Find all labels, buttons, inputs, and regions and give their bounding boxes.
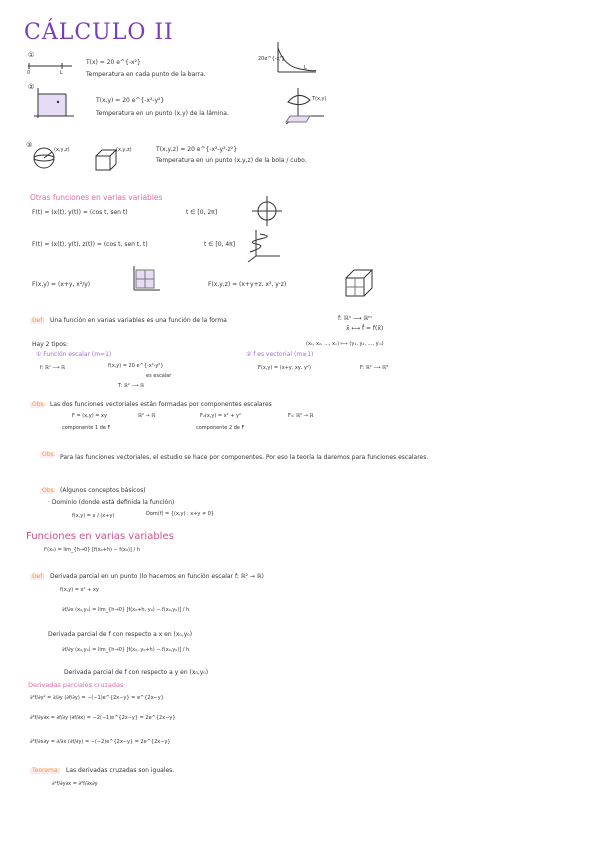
section-1-number: ①: [28, 51, 35, 59]
def2-text: Derivada parcial en un punto (lo hacemos en función escalar f: ℝ² → ℝ): [50, 573, 264, 580]
otras-f4: F(x,y,z) = (x+y+z, x², y·z): [208, 281, 287, 288]
def1-map2: x̄ ⟼ f̄ = f(x̄): [346, 325, 384, 332]
cruzadas-eq2: ∂²f/∂y∂x = ∂f/∂y (∂f/∂x) = −2(−1)e^{2x−y} = 2e^{2x−y}: [30, 715, 176, 721]
3d-cube-diagram: [340, 266, 380, 302]
teorema-label: Teorema:: [32, 767, 60, 774]
obs1-e: componente 2 de F: [196, 425, 245, 431]
def1-label: Def:: [32, 317, 45, 324]
obs3-bullet: · Dominio (donde está definida la función): [48, 499, 175, 506]
def1-map1: f: ℝⁿ ⟶ ℝᵐ: [338, 315, 372, 322]
obs1-text: Las dos funciones vectoriales están formadas por componentes escalares: [50, 401, 272, 408]
helix-curve: [246, 230, 282, 262]
circle-curve: [250, 196, 284, 226]
tipo1-example: f(x,y) = 20 e^{-x²-y²}: [108, 363, 164, 369]
sec2-desc: Temperatura en un punto (x,y) de la lámina.: [96, 110, 229, 117]
funcs-limit: f'(x₀) = lim_{h→0} [f(x₀+h) − f(x₀)] / h: [44, 547, 140, 553]
sec2-formula: T(x,y) = 20 e^{-x²-y²}: [96, 97, 165, 104]
section-2-number: ②: [28, 83, 35, 91]
otras-f3: F(x,y) = (x+y, x²/y): [32, 281, 91, 288]
tipo2-example: F(x,y) = (x+y, xy, y²): [258, 365, 311, 371]
obs3-label: Obs:: [42, 487, 56, 494]
surface-graph: [284, 86, 326, 126]
def2-dx-text: Derivada parcial de f con respecto a x en (x₀,y₀): [48, 631, 193, 638]
obs3-dom: Dom(f) = {(x,y) : x+y ≠ 0}: [146, 511, 215, 517]
sec1-formula: T(x) = 20 e^{-x²}: [86, 59, 141, 66]
cruzadas-eq1: ∂²f/∂y² = ∂/∂y (∂f/∂y) = −(−1)e^{2x−y} = e^{2x−y}: [30, 695, 164, 701]
tipo2-title: ② f es vectorial (m≥1): [246, 351, 314, 358]
tipo1-note: es escalar: [146, 373, 172, 379]
cube-point-label: (x,y,z): [116, 147, 132, 153]
cruzadas-heading: Derivadas parciales cruzadas: [28, 681, 124, 689]
surface-label: T(x,y): [312, 96, 327, 102]
teorema-eq: ∂²f/∂y∂x = ∂²f/∂x∂y: [52, 781, 98, 787]
def1-text: Una función en varias variables es una función de la forma: [50, 317, 227, 324]
otras-f1-domain: t ∈ [0, 2π]: [186, 209, 218, 216]
obs2-text: Para las funciones vectoriales, el estudio se hace por componentes. Por eso la teoría la daremos para funciones escalares.: [60, 454, 429, 461]
funcs-heading: Funciones en varias variables: [26, 531, 174, 542]
bar-diagram: [26, 60, 74, 76]
grid-plane-diagram: [128, 266, 162, 294]
def2-dfdy: ∂f/∂y (x₀,y₀) = lim_{h→0} [f(x₀, y₀+h) − f(x₀,y₀)] / h: [62, 647, 190, 653]
teorema-text: Las derivadas cruzadas son iguales.: [66, 767, 175, 774]
obs1-d: componente 1 de F: [62, 425, 111, 431]
bar-axis-l: L: [60, 70, 63, 76]
def2-dfdx: ∂f/∂x (x₀,y₀) = lim_{h→0} [f(x₀+h, y₀) − f(x₀,y₀)] / h: [62, 607, 190, 613]
obs1-c: F₃: ℝ² → ℝ: [288, 413, 314, 419]
tipo1-t-map: T: ℝ² ⟶ ℝ: [118, 383, 145, 389]
obs1-a2: ℝ² → ℝ: [138, 413, 156, 419]
obs3-title: (Algunos conceptos básicos): [60, 487, 146, 494]
graph-x-label: L: [304, 65, 307, 71]
page-title: CÁLCULO II: [24, 20, 174, 45]
obs1-b: F₂(x,y) = x² + y²: [200, 413, 241, 419]
graph-y-label: 20e^{-x²}: [258, 56, 285, 62]
bar-axis-zero: 0: [27, 70, 31, 76]
section-3-number: ③: [26, 141, 33, 149]
def2-label: Def:: [32, 573, 45, 580]
obs1-label: Obs:: [32, 401, 46, 408]
plate-diagram: [28, 83, 76, 122]
ball-point-label: (x,y,z): [54, 147, 70, 153]
otras-heading: Otras funciones en varias variables: [30, 193, 163, 202]
def2-f: f(x,y) = x² + xy: [60, 587, 99, 593]
sec3-desc: Temperatura en un punto (x,y,z) de la bola / cubo.: [156, 157, 307, 164]
obs2-label: Obs:: [42, 451, 56, 458]
tipo1-title: ① Función escalar (m=1): [36, 351, 112, 358]
otras-f2-domain: t ∈ [0, 4π]: [204, 241, 236, 248]
obs3-f: f(x,y) = x / (x+y): [72, 513, 115, 519]
tipo1-map: f: ℝⁿ ⟶ ℝ: [40, 365, 66, 371]
sec1-desc: Temperatura en cada punto de la barra.: [86, 71, 206, 78]
def1-map3: (x₁, x₂, ..., xₙ) ⟼ (y₁, y₂, ..., yₘ): [306, 341, 384, 347]
def1-hay: Hay 2 tipos:: [32, 341, 69, 348]
otras-f2: F(t) = (x(t), y(t), z(t)) = (cos t, sen t, t): [32, 241, 148, 248]
tipo2-map: F: ℝ² ⟶ ℝ³: [360, 365, 389, 371]
otras-f1: F(t) = (x(t), y(t)) = (cos t, sen t): [32, 209, 128, 216]
def2-dy-text: Derivada parcial de f con respecto a y en (x₀,y₀): [64, 669, 209, 676]
cruzadas-eq3: ∂²f/∂x∂y = ∂/∂x (∂f/∂y) = −(−2)e^{2x−y} = 2e^{2x−y}: [30, 739, 171, 745]
obs1-a: F = (x,y) = xy: [72, 413, 107, 419]
sec3-formula: T(x,y,z) = 20 e^{-x²-y²-z²}: [156, 146, 238, 153]
